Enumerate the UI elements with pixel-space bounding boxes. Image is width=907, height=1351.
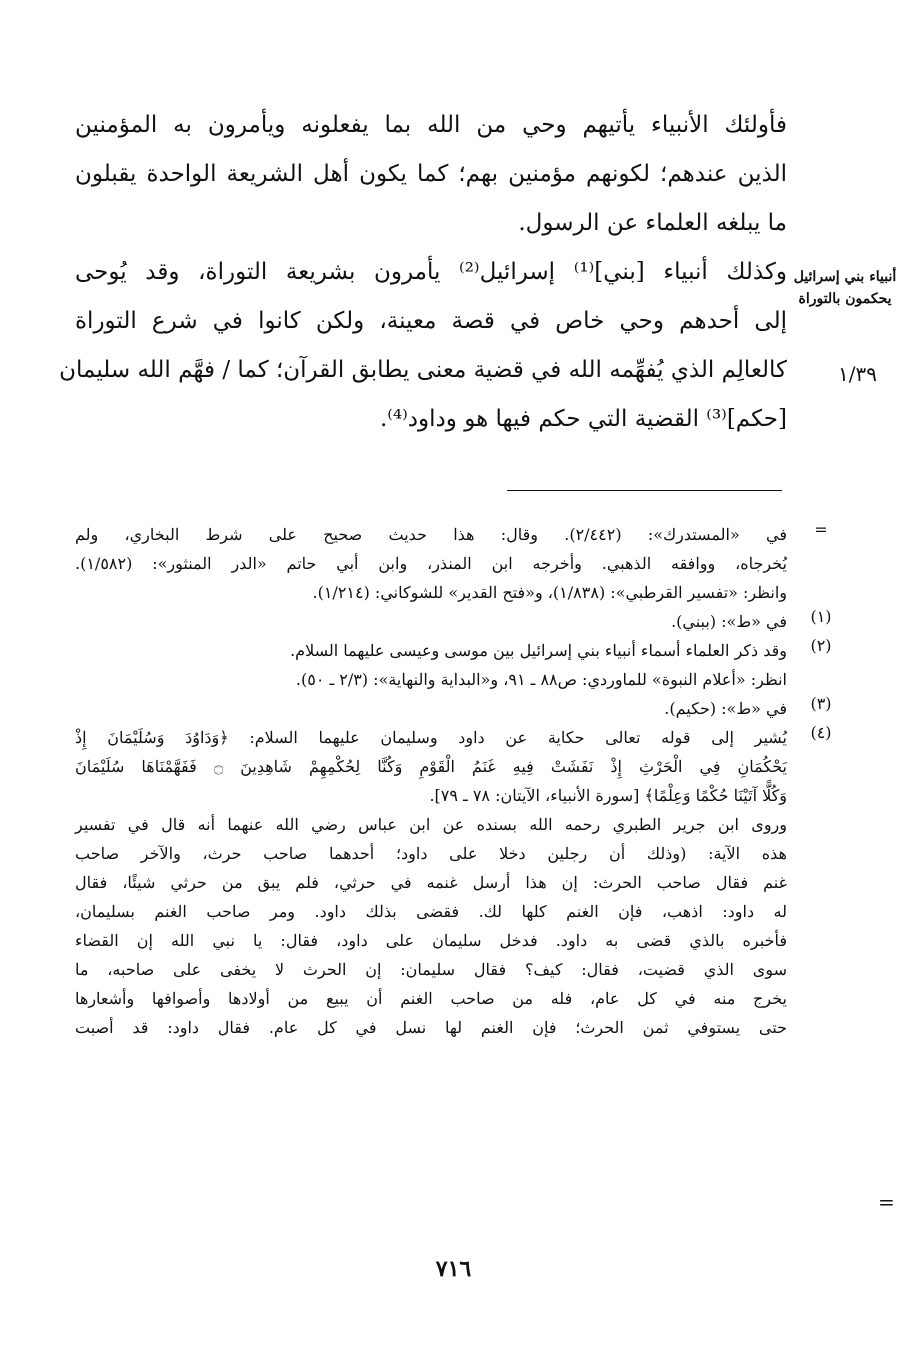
main-text <box>59 108 787 451</box>
footnote-line: في «ط»: (ببني). <box>671 612 787 631</box>
footnote-line: في «ط»: (حكيم). <box>664 699 787 718</box>
footnote-line: وروى ابن جرير الطبري رحمه الله بسنده عن ابن عباس رضي الله عنهما أنه قال في تفسير <box>75 815 787 834</box>
footnote-4 <box>75 723 832 1042</box>
footnote-2 <box>75 636 832 694</box>
footnote-continuation <box>75 520 828 607</box>
footnotes <box>75 520 832 1042</box>
main-line: كالعالِم الذي يُفهِّمه الله في قضية معنى يطابق القرآن؛ كما / فهَّم الله سليمان <box>59 357 787 383</box>
footnote-number: (١) <box>810 607 832 626</box>
page-number: ٧١٦ <box>435 1256 472 1282</box>
main-line: وكذلك أنبياء [بني]⁽¹⁾ إسرائيل⁽²⁾ يأمرون بشريعة التوراة، وقد يُوحى <box>75 259 787 285</box>
main-line: الذين عندهم؛ لكونهم مؤمنين بهم؛ كما يكون أهل الشريعة الواحدة يقبلون <box>75 161 787 187</box>
continuation-mark: = <box>814 520 828 539</box>
footnote-line: فأخبره بالذي قضى به داود. فدخل سليمان على داود، فقال: يا نبي الله إن القضاء <box>75 931 788 950</box>
footnote-number: (٢) <box>810 636 832 655</box>
footnote-number: (٤) <box>810 723 832 742</box>
footnote-line: في «المستدرك»: (٢/٤٤٢). وقال: هذا حديث صحيح على شرط البخاري، ولم <box>75 525 787 544</box>
main-line: [حكم]⁽³⁾ القضية التي حكم فيها هو وداود⁽⁴⁾. <box>379 406 787 432</box>
continuation-end-mark: = <box>878 1190 895 1214</box>
main-line: إلى أحدهم وحي خاص في قصة معينة، ولكن كانوا في شرع التوراة <box>75 308 787 334</box>
footnote-line: له داود: اذهب، فإن الغنم كلها لك. فقضى بذلك داود. ومر صاحب الغنم بسليمان، <box>75 902 787 921</box>
footnote-line: وقد ذكر العلماء أسماء أنبياء بني إسرائيل بين موسى وعيسى عليهما السلام. <box>290 641 787 660</box>
footnote-line: يُشير إلى قوله تعالى حكاية عن داود وسليمان عليهما السلام: ﴿وَدَاوُدَ وَسُلَيْمَانَ إِذْ <box>75 728 787 747</box>
footnote-3 <box>75 694 832 723</box>
footnote-number: (٣) <box>810 694 832 713</box>
footnote-line: يُخرجاه، ووافقه الذهبي. وأخرجه ابن المنذر، وابن أبي حاتم «الدر المنثور»: (١/٥٨٢). <box>75 554 787 573</box>
main-line: ما يبلغه العلماء عن الرسول. <box>518 210 787 236</box>
footnote-line: غنم فقال صاحب الحرث: إن هذا أرسل غنمه في حرثي، فلم يبق من حرثي شيئًا، فقال <box>75 873 787 892</box>
footnote-1 <box>75 607 832 636</box>
footnote-line: يخرج منه في كل عام، فله من صاحب الغنم أن يبيع من أولادها وأصوافها وأشعارها <box>75 989 787 1008</box>
main-line: فأولئك الأنبياء يأتيهم وحي من الله بما يفعلونه ويأمرون به المؤمنين <box>75 112 787 138</box>
footnote-line: انظر: «أعلام النبوة» للماوردي: ص٨٨ ـ ٩١، و«البداية والنهاية»: (٢/٣ ـ ٥٠). <box>295 670 787 689</box>
footnote-line: هذه الآية: (وذلك أن رجلين دخلا على داود؛ أحدهما صاحب حرث، والآخر صاحب <box>75 844 787 863</box>
margin-page-reference: ١/٣٩ <box>838 362 877 386</box>
footnote-line: سوى الذي قضيت، فقال: كيف؟ فقال سليمان: إن الحرث لا يخفى على صاحبه، ما <box>75 960 787 979</box>
footnote-line: وانظر: «تفسير القرطبي»: (١/٨٣٨)، و«فتح القدير» للشوكاني: (١/٢١٤). <box>312 583 787 602</box>
margin-note: أنبياء بني إسرائيل يحكمون بالتوراة <box>793 269 897 307</box>
footnote-line: يَحْكُمَانِ فِي الْحَرْثِ إِذْ نَفَشَتْ فِيهِ غَنَمُ الْقَوْمِ وَكُنَّا لِحُكْمِهِمْ شَاهِدِينَ ۝ فَفَهَّمْنَاهَا سُلَيْمَانَ <box>75 757 787 776</box>
footnote-line: وَكُلًّا آتَيْنَا حُكْمًا وَعِلْمًا﴾ [سورة الأنبياء، الآيتان: ٧٨ ـ ٧٩]. <box>429 786 787 805</box>
footnote-line: حتى يستوفي ثمن الحرث؛ فإن الغنم لها نسل في كل عام. فقال داود: قد أصبت <box>75 1018 787 1037</box>
footnote-separator <box>507 490 782 491</box>
